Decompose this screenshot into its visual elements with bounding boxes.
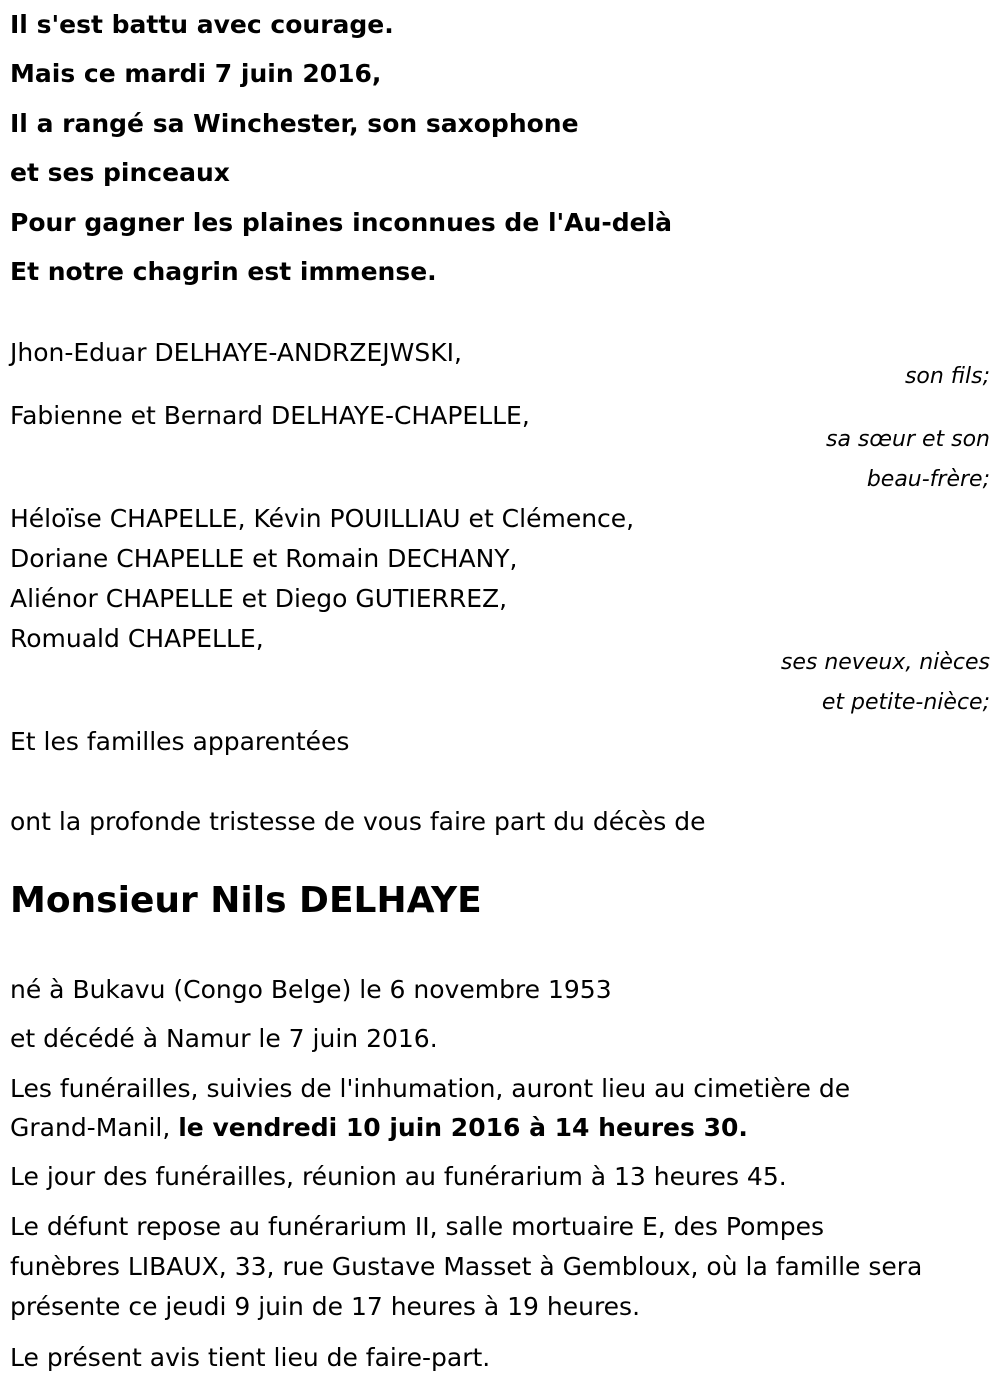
poem-line-6: Et notre chagrin est immense.	[10, 257, 437, 286]
notice-text: Le présent avis tient lieu de faire-part.	[10, 1343, 491, 1372]
poem-line-5: Pour gagner les plaines inconnues de l'Au-delà	[10, 208, 673, 237]
related-families: Et les familles apparentées	[10, 727, 350, 756]
poem-line-4: et ses pinceaux	[10, 158, 230, 187]
sister-relation-1: sa sœur et son	[825, 427, 990, 452]
sister-names: Fabienne et Bernard DELHAYE-CHAPELLE,	[10, 401, 530, 430]
nephew-line-3: Aliénor CHAPELLE et Diego GUTIERREZ,	[10, 584, 508, 613]
sister-relation-2: beau-frère;	[866, 467, 990, 492]
nephews-relation-1: ses neveux, nièces	[780, 650, 990, 675]
deceased-name: Monsieur Nils DELHAYE	[10, 880, 482, 921]
rest-line-1: Le défunt repose au funérarium II, salle mortuaire E, des Pompes	[10, 1212, 825, 1241]
rest-line-3: présente ce jeudi 9 juin de 17 heures à 19 heures.	[10, 1292, 641, 1321]
announcement-text: ont la profonde tristesse de vous faire part du décès de	[10, 807, 706, 836]
death-info: et décédé à Namur le 7 juin 2016.	[10, 1024, 438, 1053]
son-relation: son fils;	[904, 364, 990, 389]
funeral-date-time: le vendredi 10 juin 2016 à 14 heures 30.	[178, 1113, 748, 1142]
poem-line-2: Mais ce mardi 7 juin 2016,	[10, 59, 382, 88]
nephew-line-2: Doriane CHAPELLE et Romain DECHANY,	[10, 544, 518, 573]
poem-line-3: Il a rangé sa Winchester, son saxophone	[10, 109, 579, 138]
funeral-place: Grand-Manil,	[10, 1113, 179, 1142]
nephew-line-4: Romuald CHAPELLE,	[10, 624, 264, 653]
nephews-relation-2: et petite-nièce;	[821, 690, 990, 715]
son-name: Jhon-Eduar DELHAYE-ANDRZEJWSKI,	[10, 338, 462, 367]
poem-line-1: Il s'est battu avec courage.	[10, 10, 394, 39]
rest-line-2: funèbres LIBAUX, 33, rue Gustave Masset à Gembloux, où la famille sera	[10, 1252, 923, 1281]
meeting-info: Le jour des funérailles, réunion au funérarium à 13 heures 45.	[10, 1162, 787, 1191]
funeral-line-2	[10, 1113, 748, 1142]
funeral-line-1: Les funérailles, suivies de l'inhumation, auront lieu au cimetière de	[10, 1074, 851, 1103]
nephew-line-1: Héloïse CHAPELLE, Kévin POUILLIAU et Clémence,	[10, 504, 635, 533]
birth-info: né à Bukavu (Congo Belge) le 6 novembre 1953	[10, 975, 612, 1004]
